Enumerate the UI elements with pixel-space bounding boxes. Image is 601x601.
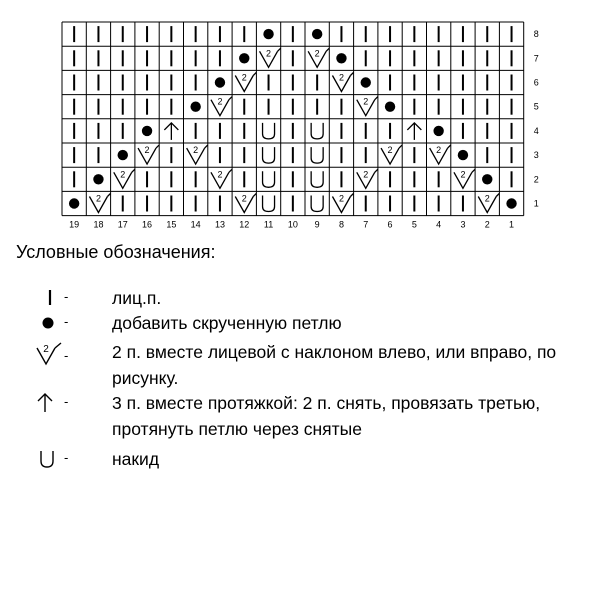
yarn-over-mark — [263, 123, 275, 139]
row-number-label: 3 — [533, 150, 539, 161]
svg-text:2: 2 — [363, 96, 369, 107]
column-number-label: 9 — [314, 219, 320, 230]
svg-text:2: 2 — [120, 169, 126, 180]
svg-text:2: 2 — [436, 145, 442, 156]
two-together-mark — [211, 97, 232, 116]
twisted-loop-dot — [118, 150, 128, 160]
legend-text: лиц.п. — [112, 288, 162, 308]
twisted-loop-dot — [69, 198, 79, 208]
svg-text:2: 2 — [144, 145, 150, 156]
legend-title: Условные обозначения: — [16, 242, 216, 262]
row-number-label: 7 — [533, 53, 539, 64]
two-together-mark — [138, 145, 159, 164]
twisted-loop-dot — [263, 29, 273, 39]
column-number-label: 19 — [69, 219, 80, 230]
twisted-loop-dot — [361, 77, 371, 87]
two-together-mark — [308, 48, 329, 67]
svg-text:2: 2 — [387, 145, 393, 156]
two-together-mark — [332, 73, 353, 92]
legend-dash: - — [64, 348, 69, 363]
twisted-loop-dot — [93, 174, 103, 184]
svg-text:2: 2 — [363, 169, 369, 180]
column-number-label: 7 — [363, 219, 369, 230]
column-number-label: 6 — [387, 219, 393, 230]
two-together-mark — [187, 145, 208, 164]
filled-circle-icon — [40, 313, 60, 333]
legend-text: 3 п. вместе протяжкой: 2 п. снять, провязать третью, протянуть петлю через снятые — [112, 393, 541, 439]
legend-text: добавить скрученную петлю — [112, 313, 342, 333]
legend-text: накид — [112, 449, 160, 469]
column-number-label: 5 — [411, 219, 417, 230]
column-number-label: 16 — [142, 219, 153, 230]
knitting-chart — [0, 0, 601, 240]
column-number-label: 10 — [287, 219, 298, 230]
svg-text:2: 2 — [338, 72, 344, 83]
svg-text:2: 2 — [266, 48, 272, 59]
twisted-loop-dot — [506, 198, 516, 208]
two-together-mark — [454, 169, 475, 188]
two-together-mark — [357, 169, 378, 188]
two-together-icon — [34, 340, 64, 368]
column-number-label: 14 — [190, 219, 201, 230]
column-number-label: 11 — [263, 219, 274, 230]
column-number-label: 12 — [239, 219, 250, 230]
twisted-loop-dot — [482, 174, 492, 184]
twisted-loop-dot — [190, 102, 200, 112]
yarn-over-mark — [311, 171, 323, 187]
two-together-mark — [89, 194, 110, 213]
svg-text:2: 2 — [95, 193, 101, 204]
arrow-up-icon — [36, 392, 58, 414]
twisted-loop-dot — [215, 77, 225, 87]
column-number-label: 15 — [166, 219, 177, 230]
svg-text:2: 2 — [217, 169, 223, 180]
svg-text:2: 2 — [338, 193, 344, 204]
yarn-over-mark — [263, 196, 275, 212]
two-together-mark — [235, 73, 256, 92]
two-together-mark — [235, 194, 256, 213]
column-number-label: 17 — [117, 219, 128, 230]
two-together-mark — [381, 145, 402, 164]
two-together-mark — [211, 169, 232, 188]
twisted-loop-dot — [142, 126, 152, 136]
svg-text:2: 2 — [460, 169, 466, 180]
twisted-loop-dot — [336, 53, 346, 63]
legend-dash: - — [64, 314, 69, 329]
svg-text:2: 2 — [193, 145, 199, 156]
legend-dash: - — [64, 450, 69, 465]
two-together-mark — [114, 169, 135, 188]
legend-dash: - — [64, 289, 69, 304]
yarn-over-mark — [311, 123, 323, 139]
yarn-over-icon — [38, 448, 58, 470]
two-together-mark — [478, 194, 499, 213]
yarn-over-mark — [311, 147, 323, 163]
row-number-label: 4 — [533, 125, 539, 136]
svg-text:2: 2 — [43, 344, 49, 355]
twisted-loop-dot — [433, 126, 443, 136]
three-together-arrow — [407, 123, 421, 140]
legend-text: 2 п. вместе лицевой с наклоном влево, или вправо, по рисунку. — [112, 342, 557, 388]
column-number-label: 13 — [214, 219, 225, 230]
two-together-mark — [430, 145, 451, 164]
three-together-arrow — [164, 123, 178, 140]
two-together-mark — [332, 194, 353, 213]
svg-text:2: 2 — [484, 193, 490, 204]
svg-text:2: 2 — [241, 72, 247, 83]
row-number-label: 1 — [533, 198, 539, 209]
twisted-loop-dot — [312, 29, 322, 39]
column-number-label: 4 — [436, 219, 442, 230]
yarn-over-mark — [263, 147, 275, 163]
column-number-label: 18 — [93, 219, 104, 230]
yarn-over-mark — [263, 171, 275, 187]
column-number-label: 2 — [484, 219, 490, 230]
legend-dash: - — [64, 394, 69, 409]
yarn-over-mark — [311, 196, 323, 212]
row-number-label: 6 — [533, 77, 539, 88]
twisted-loop-dot — [239, 53, 249, 63]
row-number-label: 5 — [533, 101, 539, 112]
two-together-mark — [260, 48, 281, 67]
two-together-mark — [357, 97, 378, 116]
column-number-label: 3 — [460, 219, 466, 230]
svg-text:2: 2 — [314, 48, 320, 59]
row-number-label: 2 — [533, 174, 539, 185]
column-number-label: 8 — [338, 219, 344, 230]
knit-stitch-icon — [40, 288, 60, 308]
row-number-label: 8 — [533, 29, 539, 40]
svg-text:2: 2 — [241, 193, 247, 204]
column-number-label: 1 — [509, 219, 515, 230]
twisted-loop-dot — [385, 102, 395, 112]
twisted-loop-dot — [458, 150, 468, 160]
svg-text:2: 2 — [217, 96, 223, 107]
